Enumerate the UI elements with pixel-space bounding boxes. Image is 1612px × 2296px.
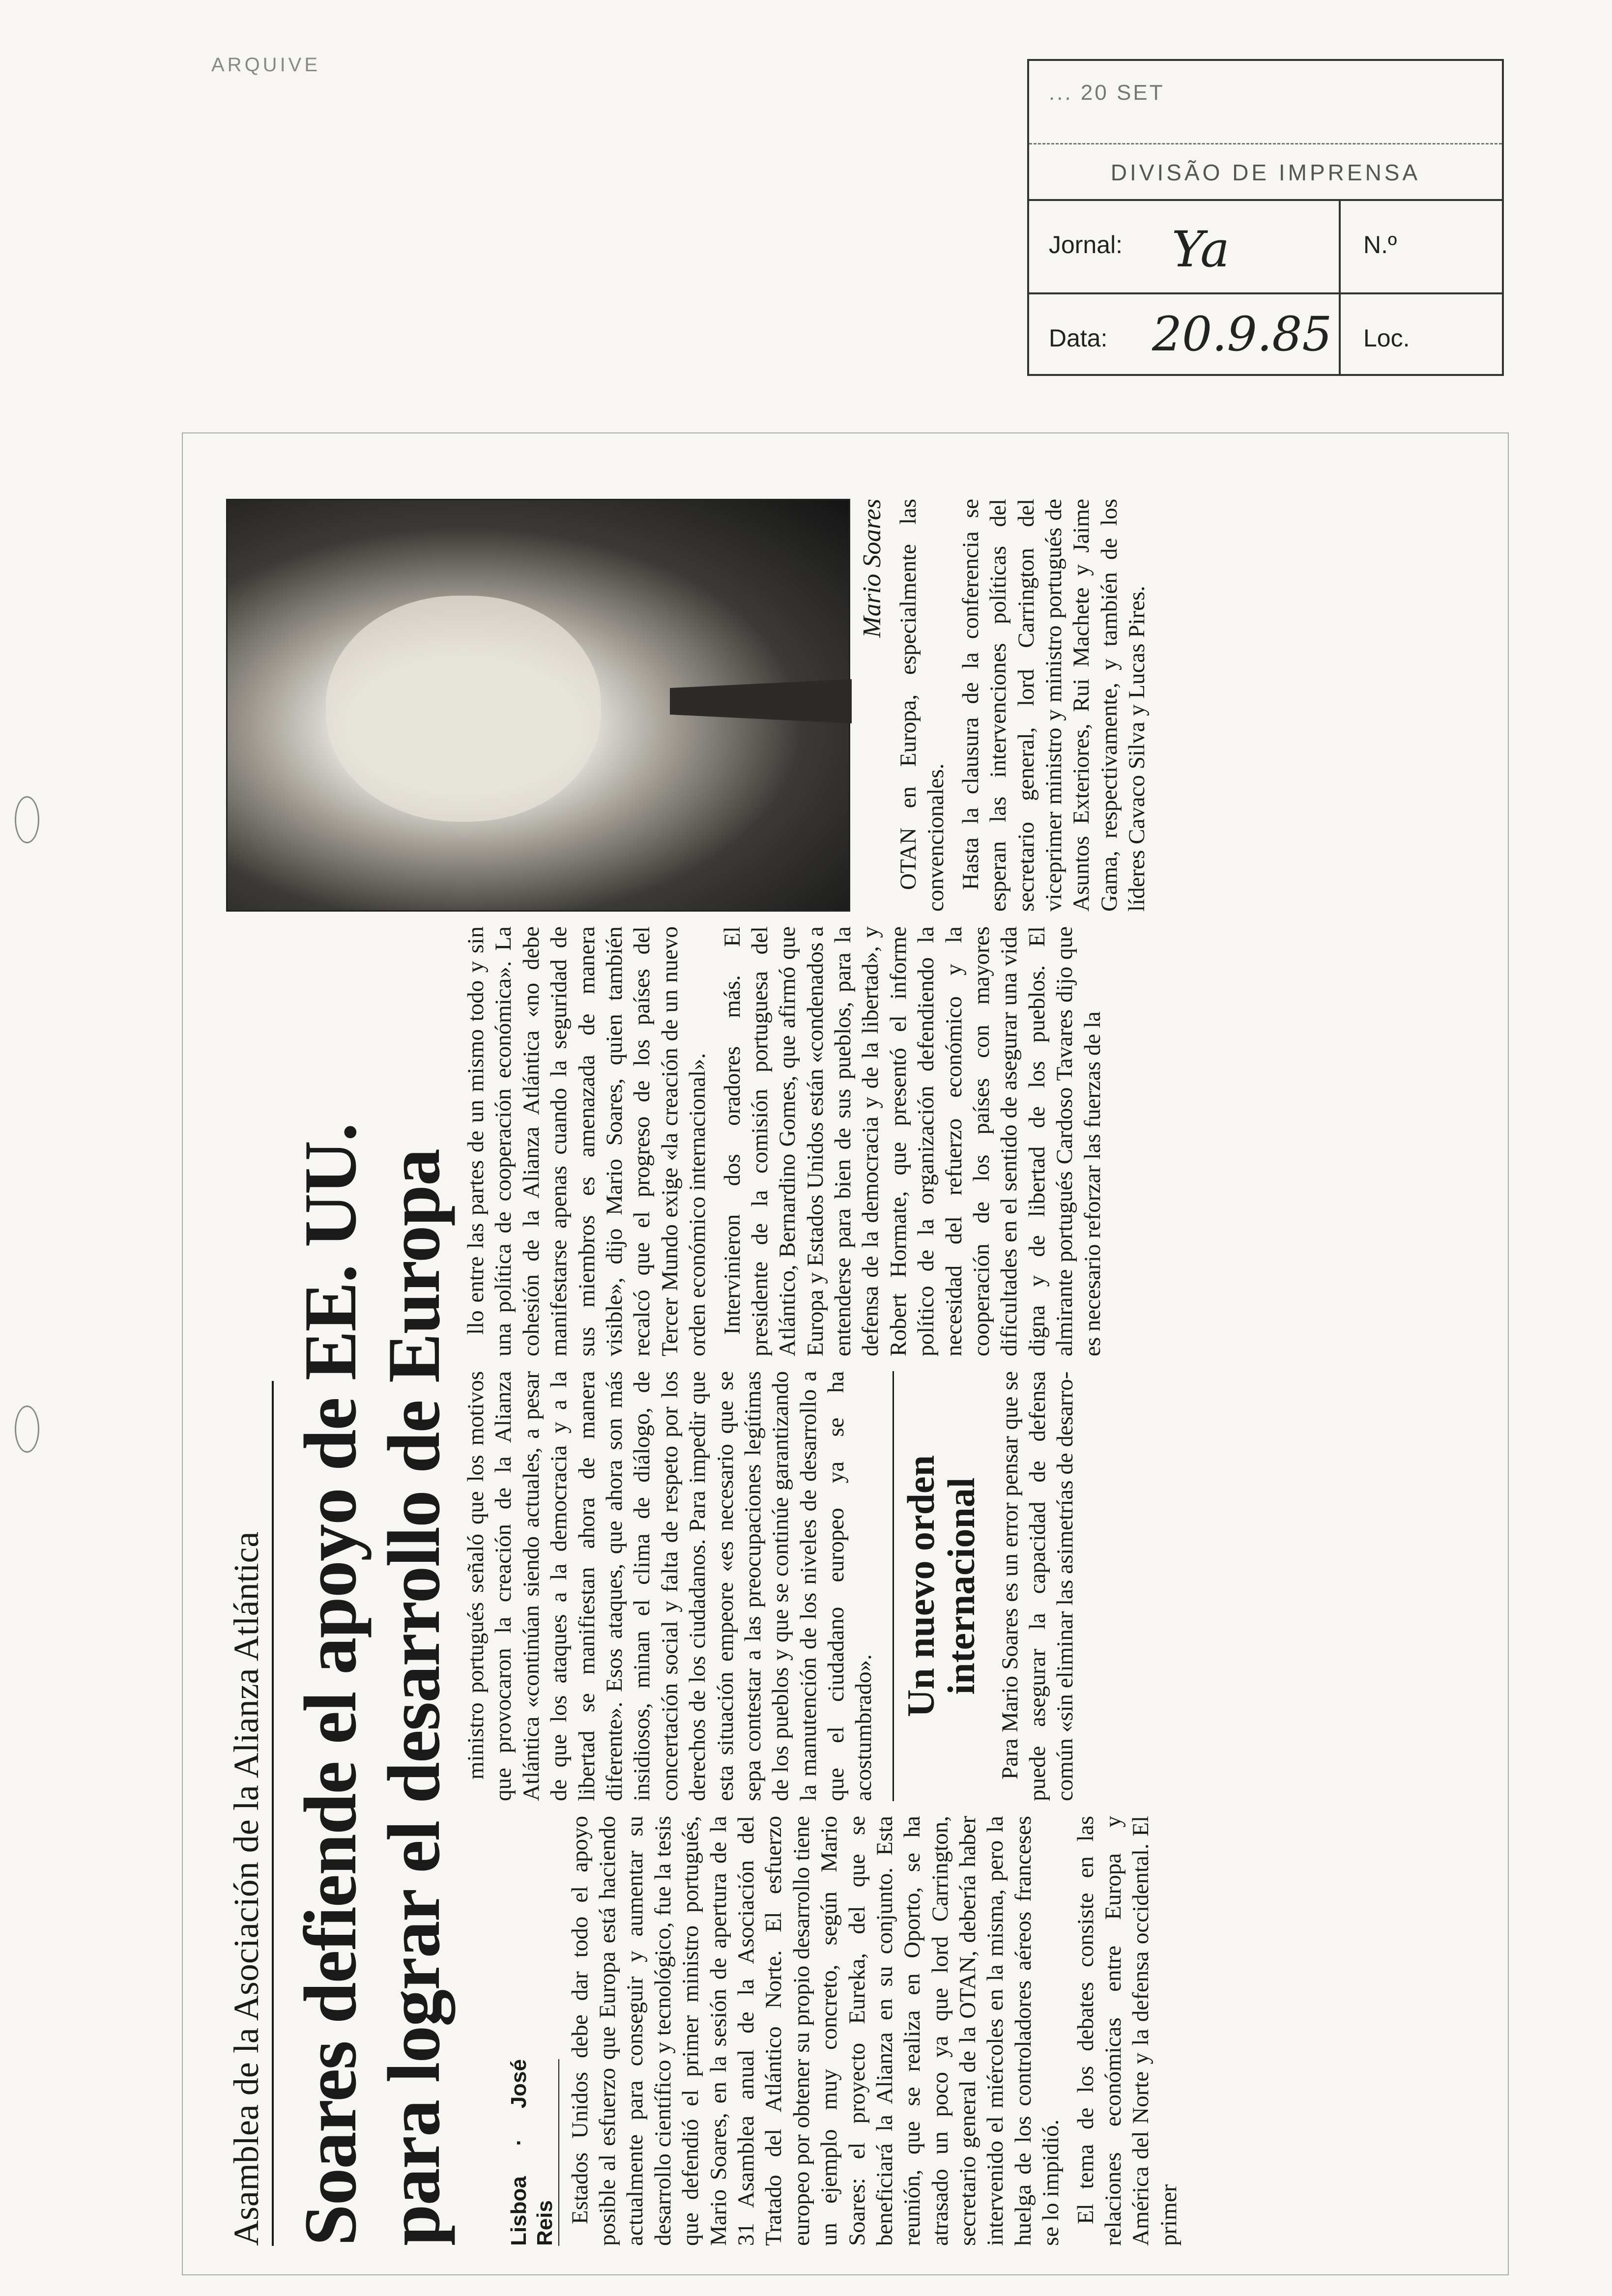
paragraph: ministro portugués señaló que los motivos que provocaron la creación de la Alianza Atlántica «continúan siendo actuales, a pesar de que los ataques a la democracia y a la libertad se manifiestan ahora de manera diferente». Esos ataques, que ahora son más insidiosos, minan el clima de diálogo, de concertación social y falta de respeto por los derechos de los ciudadanos. Para impedir que esta situación empeore «es necesario que se sepa contestar a las preocupaciones legítimas de los pueblos y que se continúe garantizando la manutención de los niveles de desarrollo a que el ciudadano europeo ya se ha acostumbrado». <box>463 1371 877 1801</box>
jornal-handwritten-value: Ya <box>1172 221 1230 278</box>
newspaper-article <box>206 472 1474 2270</box>
jornal-label: Jornal: <box>1049 231 1123 258</box>
portrait-face <box>326 596 601 822</box>
stamp-row-jornal <box>1029 201 1502 294</box>
headline-line-2: para lograr el desarrollo de Europa <box>373 1149 456 2246</box>
data-handwritten-value: 20.9.85 <box>1152 307 1332 362</box>
punch-hole-marker <box>15 1406 39 1453</box>
headline-line-1: Soares defiende el apoyo de EE. UU. <box>289 1123 372 2246</box>
stamp-row-date-received: ... 20 SET <box>1029 61 1502 144</box>
article-byline: Lisboa · José Reis <box>506 2059 559 2246</box>
article-column-3 <box>462 926 1113 1356</box>
archive-stamp <box>1027 59 1504 376</box>
portrait-photo <box>226 499 850 912</box>
data-label: Data: <box>1049 324 1108 352</box>
paragraph: Estados Unidos debe dar todo el apoyo posible al esfuerzo que Europa está haciendo actualmente para conseguir y aumentar su desarrollo científico y tecnológico, fue la tesis que defendió el primer ministro portugués, Mario Soares, en la sesión de apertura de la 31 Asamblea anual de la Asociación del Tratado del Atlántico Norte. El esfuerzo europeo por obtener su propio desarrollo tiene un ejemplo muy concreto, según Mario Soares: el proyecto Eureka, del que se beneficiará la Alianza en su conjunto. Esta reunión, que se realiza en Oporto, se ha atrasado un poco ya que lord Carrington, secretario general de la OTAN, debería haber intervenido el miércoles en la misma, pero la huelga de los controladores aéreos franceses se lo impidió. <box>567 1816 1064 2246</box>
article-kicker: Asamblea de la Asociación de la Alianza Atlántica <box>226 1381 274 2246</box>
article-subhead: Un nuevo orden internacional <box>892 1371 981 1801</box>
paragraph: llo entre las partes de un mismo todo y sin una política de cooperación económica». La cohesión de la Alianza Atlántica «no debe manifestarse apenas cuando la seguridad de sus miembros es amenazada de manera visible», dijo Mario Soares, quien también recalcó que el progreso de los países del Tercer Mundo exige «la creación de un nuevo orden económico internacional». <box>463 926 711 1356</box>
punch-hole-marker <box>15 796 39 843</box>
stamp-row-division: DIVISÃO DE IMPRENSA <box>1029 144 1502 201</box>
numero-label: N.º <box>1363 231 1397 258</box>
paragraph: OTAN en Europa, especialmente las convencionales. <box>895 499 949 912</box>
paragraph: Hasta la clausura de la conferencia se esperan las intervenciones políticas del secretario general, lord Carrington del viceprimer ministro y ministro portugués de Asuntos Exteriores, Rui Machete y Jaime Gama, respectivamente, y también de los líderes Cavaco Silva y Lucas Pires. <box>957 499 1150 912</box>
article-column-1 <box>506 1816 1189 2246</box>
portrait-tie <box>670 679 852 723</box>
article-column-2 <box>462 1371 1086 1801</box>
stamp-divider <box>1339 201 1341 374</box>
loc-label: Loc. <box>1363 324 1410 352</box>
article-column-4 <box>894 499 1158 912</box>
archive-header-text: ARQUIVE <box>211 54 321 76</box>
photo-caption: Mario Soares <box>858 499 886 638</box>
paragraph: Intervinieron dos oradores más. El presidente de la comisión portuguesa del Atlántico, Bernardino Gomes, que afirmó que Europa y Estados Unidos están «condenados a entenderse para bien de sus pueblos, para la defensa de la democracia y de la libertad», y Robert Hormate, que presentó el informe político de la organización defendiendo la necesidad del refuerzo económico y la cooperación de los países con mayores dificultades en el sentido de asegurar una vida digna y de libertad de los pueblos. El almirante portugués Cardoso Tavares dijo que es necesario reforzar las fuerzas de la <box>719 926 1105 1356</box>
paragraph: El tema de los debates consiste en las relaciones económicas entre Europa y América del Norte y la defensa occidental. El primer <box>1072 1816 1181 2246</box>
stamp-row-data <box>1029 294 1502 376</box>
paragraph: Para Mario Soares es un error pensar que se puede asegurar la capacidad de defensa común «sin eliminar las asimetrías de desarro- <box>997 1371 1078 1801</box>
